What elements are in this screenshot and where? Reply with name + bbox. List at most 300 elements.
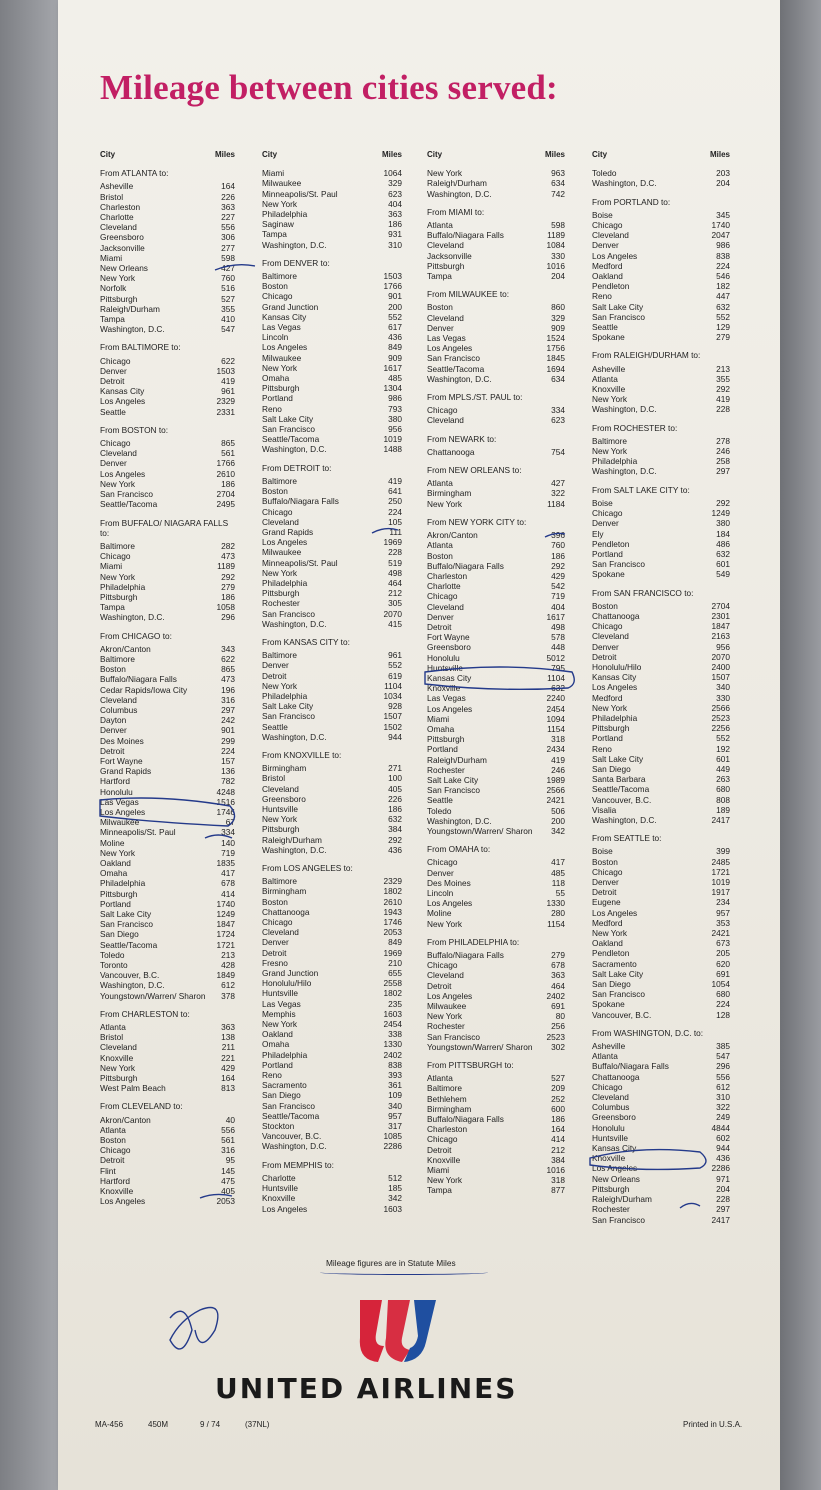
- origin-heading: From BUFFALO/ NIAGARA FALLS to:: [100, 517, 229, 538]
- miles-value: 632: [716, 301, 730, 312]
- mileage-row: [262, 178, 402, 188]
- mileage-row: [592, 928, 730, 938]
- mileage-row: [427, 251, 565, 261]
- destination-city: Knoxville: [427, 683, 461, 694]
- mileage-row: [592, 1061, 730, 1071]
- miles-value: 1507: [711, 672, 730, 683]
- mileage-row: [427, 1073, 565, 1083]
- mileage-row: [100, 1022, 235, 1032]
- destination-city: Honolulu: [100, 786, 133, 797]
- origin-section: [427, 465, 565, 509]
- destination-city: New York: [427, 918, 463, 929]
- origin-heading: From KANSAS CITY to:: [262, 636, 350, 647]
- miles-value: 310: [388, 239, 402, 250]
- destination-city: Portland: [592, 548, 623, 559]
- origin-section: [262, 863, 402, 1152]
- miles-value: 299: [221, 735, 235, 746]
- destination-city: Chicago: [262, 506, 293, 517]
- miles-value: 2402: [383, 1049, 402, 1060]
- miles-value: 547: [221, 324, 235, 335]
- miles-value: 447: [716, 291, 730, 302]
- mileage-row: [100, 980, 235, 990]
- miles-value: 849: [388, 342, 402, 353]
- miles-value: 2566: [546, 785, 565, 796]
- mileage-row: [100, 1166, 235, 1176]
- destination-city: Cleveland: [592, 1092, 629, 1103]
- miles-value: 527: [551, 1073, 565, 1084]
- mileage-row: [100, 848, 235, 858]
- miles-value: 838: [716, 250, 730, 261]
- miles-value: 795: [551, 662, 565, 673]
- miles-value: 405: [221, 1186, 235, 1197]
- miles-value: 136: [221, 766, 235, 777]
- mileage-row: [100, 1063, 235, 1073]
- origin-section: [427, 289, 565, 384]
- destination-city: Charlotte: [427, 581, 461, 592]
- destination-city: Huntsville: [592, 1132, 628, 1143]
- miles-value: 1847: [711, 621, 730, 632]
- miles-value: 414: [221, 888, 235, 899]
- miles-value: 129: [716, 322, 730, 333]
- destination-city: Buffalo/Niagara Falls: [427, 1114, 504, 1125]
- miles-value: 1989: [546, 774, 565, 785]
- mileage-row: [427, 970, 565, 980]
- mileage-row: [262, 527, 402, 537]
- destination-city: Lincoln: [262, 332, 289, 343]
- mileage-row: [427, 313, 565, 323]
- mileage-row: [100, 1135, 235, 1145]
- miles-value: 622: [221, 653, 235, 664]
- mileage-row: [100, 489, 235, 499]
- mileage-row: [262, 240, 402, 250]
- destination-city: Los Angeles: [592, 250, 638, 261]
- miles-value: 105: [388, 516, 402, 527]
- destination-city: Seattle/Tacoma: [100, 499, 158, 510]
- mileage-row: [100, 438, 235, 448]
- miles-value: 561: [221, 1135, 235, 1146]
- miles-value: 2329: [383, 876, 402, 887]
- destination-city: Detroit: [592, 887, 617, 898]
- mileage-row: [592, 240, 730, 250]
- mileage-row: [427, 271, 565, 281]
- miles-value: 1249: [216, 909, 235, 920]
- miles-value: 189: [716, 804, 730, 815]
- destination-city: Jacksonville: [427, 250, 472, 261]
- miles-header: Miles: [544, 150, 565, 159]
- mileage-column-4: [592, 150, 730, 1233]
- mileage-row: [100, 940, 235, 950]
- mileage-row: [592, 508, 730, 518]
- mileage-row: [592, 918, 730, 928]
- mileage-row: [100, 654, 235, 664]
- miles-value: 957: [388, 1110, 402, 1121]
- mileage-row: [592, 1010, 730, 1020]
- mileage-row: [100, 561, 235, 571]
- mileage-row: [262, 691, 402, 701]
- destination-city: Akron/Canton: [100, 1114, 151, 1125]
- miles-value: 552: [716, 733, 730, 744]
- destination-city: Bristol: [262, 773, 286, 784]
- miles-value: 164: [221, 1073, 235, 1084]
- destination-city: Kansas City: [592, 1143, 637, 1154]
- destination-city: Pendleton: [592, 538, 630, 549]
- miles-value: 2566: [711, 702, 730, 713]
- miles-value: 691: [716, 968, 730, 979]
- miles-value: 330: [551, 250, 565, 261]
- destination-city: Denver: [592, 518, 619, 529]
- miles-value: 234: [716, 897, 730, 908]
- miles-value: 2163: [711, 631, 730, 642]
- mileage-row: [427, 775, 565, 785]
- mileage-row: [262, 1121, 402, 1131]
- mileage-row: [262, 619, 402, 629]
- destination-city: Raleigh/Durham: [100, 303, 160, 314]
- destination-city: Boston: [427, 302, 453, 313]
- destination-city: Salt Lake City: [427, 774, 479, 785]
- miles-value: 986: [716, 240, 730, 251]
- mileage-row: [100, 960, 235, 970]
- miles-value: 204: [551, 271, 565, 282]
- mileage-row: [262, 476, 402, 486]
- destination-city: Lincoln: [427, 888, 454, 898]
- mileage-row: [262, 1029, 402, 1039]
- destination-city: Reno: [262, 1070, 282, 1081]
- mileage-row: [592, 559, 730, 569]
- miles-value: 2523: [711, 712, 730, 723]
- mileage-row: [427, 551, 565, 561]
- mileage-row: [427, 415, 565, 425]
- miles-value: 1845: [546, 353, 565, 364]
- mileage-row: [262, 424, 402, 434]
- destination-city: San Francisco: [262, 711, 316, 722]
- destination-city: Baltimore: [262, 650, 298, 661]
- miles-value: 473: [221, 551, 235, 562]
- miles-value: 1721: [216, 939, 235, 950]
- miles-value: 80: [555, 1011, 565, 1022]
- mileage-row: [427, 642, 565, 652]
- mileage-row: [427, 1165, 565, 1175]
- miles-value: 1617: [546, 611, 565, 622]
- miles-value: 203: [716, 168, 730, 179]
- mileage-row: [592, 846, 730, 856]
- mileage-row: [100, 695, 235, 705]
- mileage-row: [592, 168, 730, 178]
- miles-value: 1766: [216, 458, 235, 469]
- miles-value: 322: [716, 1102, 730, 1113]
- mileage-row: [592, 1204, 730, 1214]
- mileage-row: [100, 1073, 235, 1083]
- mileage-row: [592, 857, 730, 867]
- destination-city: Vancouver, B.C.: [592, 1009, 652, 1020]
- mileage-row: [592, 703, 730, 713]
- miles-value: 182: [716, 281, 730, 292]
- mileage-row: [262, 722, 402, 732]
- mileage-row: [100, 909, 235, 919]
- destination-city: Chicago: [100, 1145, 131, 1156]
- destination-city: Grand Junction: [262, 968, 319, 979]
- miles-value: 2070: [383, 608, 402, 619]
- miles-value: 204: [716, 1183, 730, 1194]
- destination-city: Pittsburgh: [100, 591, 138, 602]
- destination-city: Boston: [427, 550, 453, 561]
- miles-value: 498: [551, 621, 565, 632]
- destination-city: Chicago: [592, 1081, 623, 1092]
- miles-value: 4844: [711, 1122, 730, 1133]
- miles-value: 224: [716, 260, 730, 271]
- destination-city: Reno: [262, 403, 282, 414]
- destination-city: San Francisco: [427, 1031, 481, 1042]
- mileage-row: [262, 1019, 402, 1029]
- mileage-row: [100, 991, 235, 1001]
- destination-city: New York: [262, 814, 298, 825]
- miles-value: 673: [716, 938, 730, 949]
- mileage-row: [262, 353, 402, 363]
- destination-city: Baltimore: [262, 876, 298, 887]
- destination-city: Washington, D.C.: [592, 814, 657, 825]
- mileage-row: [592, 1102, 730, 1112]
- miles-value: 963: [551, 168, 565, 179]
- miles-value: 380: [388, 413, 402, 424]
- origin-section: [592, 833, 730, 1020]
- miles-value: 277: [221, 242, 235, 253]
- miles-value: 109: [388, 1090, 402, 1101]
- miles-value: 210: [388, 957, 402, 968]
- destination-city: Spokane: [592, 332, 625, 343]
- mileage-row: [427, 816, 565, 826]
- origin-section: [592, 197, 730, 343]
- mileage-row: [262, 784, 402, 794]
- mileage-row: [592, 1184, 730, 1194]
- miles-value: 138: [221, 1032, 235, 1043]
- mileage-row: [427, 405, 565, 415]
- mileage-row: [262, 609, 402, 619]
- destination-city: Columbus: [100, 704, 138, 715]
- mileage-row: [592, 436, 730, 446]
- miles-value: 473: [221, 674, 235, 685]
- mileage-row: [262, 937, 402, 947]
- mileage-row: [427, 714, 565, 724]
- mileage-row: [262, 701, 402, 711]
- miles-value: 2434: [546, 744, 565, 755]
- miles-value: 2704: [711, 600, 730, 611]
- mileage-row: [427, 488, 565, 498]
- miles-value: 384: [388, 824, 402, 835]
- mileage-row: [427, 343, 565, 353]
- destination-city: Philadelphia: [592, 712, 638, 723]
- origin-section: [262, 258, 402, 455]
- city-header: City: [262, 150, 278, 159]
- destination-city: Denver: [427, 867, 454, 878]
- mileage-row: [592, 1041, 730, 1051]
- miles-value: 405: [388, 783, 402, 794]
- mileage-row: [592, 394, 730, 404]
- miles-value: 399: [716, 846, 730, 857]
- miles-value: 353: [716, 917, 730, 928]
- origin-section: [427, 844, 565, 929]
- destination-city: Los Angeles: [427, 990, 473, 1001]
- destination-city: Cleveland: [427, 970, 464, 981]
- mileage-row: [592, 908, 730, 918]
- miles-value: 1104: [384, 680, 402, 691]
- statute-miles-note: Mileage figures are in Statute Miles: [326, 1258, 456, 1268]
- mileage-row: [427, 919, 565, 929]
- destination-city: Knoxville: [427, 1154, 461, 1165]
- miles-value: 486: [716, 538, 730, 549]
- destination-city: Toledo: [427, 805, 452, 816]
- miles-value: 1189: [217, 561, 235, 572]
- destination-city: Baltimore: [100, 653, 136, 664]
- miles-value: 549: [716, 569, 730, 580]
- mileage-row: [592, 220, 730, 230]
- miles-value: 164: [221, 181, 235, 192]
- destination-city: Tampa: [100, 314, 125, 325]
- destination-city: Los Angeles: [262, 342, 308, 353]
- miles-value: 297: [221, 704, 235, 715]
- mileage-row: [592, 969, 730, 979]
- destination-city: Rochester: [427, 1021, 465, 1032]
- destination-city: Los Angeles: [262, 1203, 308, 1214]
- mileage-row: [262, 835, 402, 845]
- destination-city: Las Vegas: [262, 322, 301, 333]
- mileage-row: [262, 1090, 402, 1100]
- column-header: [592, 150, 730, 160]
- destination-city: Huntsville: [427, 662, 463, 673]
- mileage-row: [427, 581, 565, 591]
- miles-value: 242: [221, 715, 235, 726]
- destination-city: New York: [592, 928, 628, 939]
- mileage-row: [592, 466, 730, 476]
- mileage-row: [427, 744, 565, 754]
- destination-city: Saginaw: [262, 219, 294, 230]
- mileage-row: [262, 876, 402, 886]
- origin-section: [592, 1028, 730, 1225]
- destination-city: Columbus: [592, 1102, 630, 1113]
- mileage-row: [427, 795, 565, 805]
- mileage-row: [262, 804, 402, 814]
- mileage-row: [592, 210, 730, 220]
- destination-city: San Francisco: [592, 989, 646, 1000]
- destination-city: New York: [100, 478, 136, 489]
- miles-value: 345: [716, 209, 730, 220]
- destination-city: Atlanta: [427, 540, 453, 551]
- destination-city: Rochester: [592, 1204, 630, 1215]
- destination-city: Fort Wayne: [100, 755, 143, 766]
- destination-city: Washington, D.C.: [427, 188, 492, 199]
- destination-city: Milwaukee: [262, 352, 302, 363]
- destination-city: Washington, D.C.: [592, 466, 657, 477]
- miles-value: 224: [716, 999, 730, 1010]
- mileage-row: [427, 364, 565, 374]
- destination-city: Los Angeles: [427, 703, 473, 714]
- mileage-row: [262, 312, 402, 322]
- destination-city: Tampa: [100, 602, 125, 613]
- miles-value: 305: [388, 598, 402, 609]
- miles-value: 1516: [216, 796, 235, 807]
- destination-city: Kansas City: [100, 386, 145, 397]
- mileage-row: [262, 907, 402, 917]
- destination-city: Grand Rapids: [100, 766, 152, 777]
- mileage-row: [100, 396, 235, 406]
- mileage-row: [427, 447, 565, 457]
- miles-value: 228: [716, 404, 730, 415]
- mileage-row: [262, 948, 402, 958]
- destination-city: Atlanta: [100, 1022, 126, 1033]
- origin-section: [262, 463, 402, 629]
- mileage-row: [427, 540, 565, 550]
- mileage-row: [592, 1163, 730, 1173]
- destination-city: San Francisco: [592, 1214, 646, 1225]
- destination-city: Seattle: [427, 795, 453, 806]
- mileage-row: [100, 1053, 235, 1063]
- mileage-row: [262, 763, 402, 773]
- destination-city: Bristol: [100, 191, 124, 202]
- mileage-row: [100, 294, 235, 304]
- miles-value: 329: [388, 178, 402, 189]
- destination-city: Atlanta: [427, 478, 453, 489]
- mileage-row: [262, 578, 402, 588]
- mileage-row: [592, 723, 730, 733]
- mileage-row: [427, 622, 565, 632]
- destination-city: Medford: [592, 692, 623, 703]
- miles-value: 1943: [383, 906, 402, 917]
- destination-city: Cleveland: [592, 230, 629, 241]
- destination-city: Chattanooga: [592, 610, 640, 621]
- destination-city: Omaha: [262, 373, 290, 384]
- destination-city: Los Angeles: [427, 343, 473, 354]
- mileage-row: [427, 1145, 565, 1155]
- miles-value: 598: [551, 220, 565, 231]
- mileage-row: [262, 917, 402, 927]
- miles-value: 860: [551, 302, 565, 313]
- destination-city: Chicago: [262, 291, 293, 302]
- mileage-row: [592, 302, 730, 312]
- miles-value: 542: [551, 581, 565, 592]
- mileage-row: [592, 693, 730, 703]
- miles-value: 200: [551, 815, 565, 826]
- mileage-row: [262, 1080, 402, 1090]
- miles-value: 278: [716, 435, 730, 446]
- destination-city: Washington, D.C.: [262, 731, 327, 742]
- destination-city: Philadelphia: [262, 1049, 308, 1060]
- mileage-row: [100, 889, 235, 899]
- miles-value: 355: [716, 373, 730, 384]
- mileage-row: [262, 681, 402, 691]
- destination-city: Los Angeles: [100, 396, 146, 407]
- origin-section: [262, 1160, 402, 1214]
- mileage-row: [592, 611, 730, 621]
- destination-city: San Francisco: [100, 919, 154, 930]
- miles-value: 2301: [711, 610, 730, 621]
- destination-city: Des Moines: [100, 735, 144, 746]
- destination-city: Pittsburgh: [592, 1183, 630, 1194]
- miles-value: 641: [388, 486, 402, 497]
- mileage-row: [100, 736, 235, 746]
- destination-city: Knoxville: [100, 1052, 134, 1063]
- miles-value: 552: [388, 660, 402, 671]
- mileage-row: [262, 496, 402, 506]
- mileage-row: [427, 663, 565, 673]
- destination-city: New York: [427, 498, 463, 509]
- mileage-row: [100, 592, 235, 602]
- origin-section: [592, 485, 730, 580]
- miles-value: 334: [221, 827, 235, 838]
- destination-city: Milwaukee: [427, 1001, 467, 1012]
- miles-value: 271: [388, 763, 402, 774]
- destination-city: Cleveland: [262, 927, 299, 938]
- miles-value: 2286: [711, 1163, 730, 1174]
- origin-section: [427, 517, 565, 836]
- miles-value: 342: [388, 1193, 402, 1204]
